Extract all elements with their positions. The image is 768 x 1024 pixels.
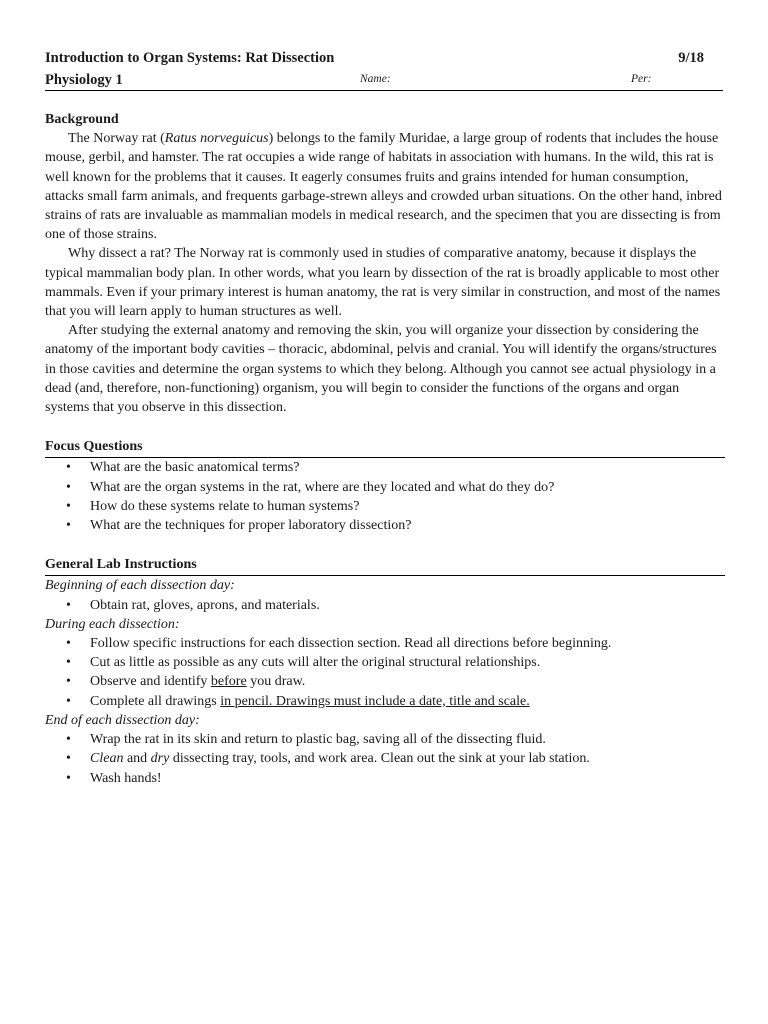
beginning-day-label: Beginning of each dissection day: <box>45 578 235 594</box>
worksheet-date: 9/18 <box>678 50 704 66</box>
background-heading: Background <box>45 112 119 127</box>
focus-questions-heading: Focus Questions <box>45 439 143 455</box>
list-item: • What are the organ systems in the rat, where are they located and what do they do? <box>45 478 725 497</box>
scientific-name: Ratus norveguicus <box>164 131 269 147</box>
during-dissection-list <box>45 634 725 711</box>
focus-questions-list <box>45 458 725 535</box>
general-instructions-section <box>45 555 725 787</box>
list-item: • Wrap the rat in its skin and return to plastic bag, saving all of the dissecting fluid. <box>45 730 725 749</box>
list-item: • Wash hands! <box>45 769 725 788</box>
header-rule <box>45 90 723 91</box>
background-section <box>45 110 725 417</box>
list-item: • Observe and identify before you draw. <box>45 672 725 691</box>
list-item: • Cut as little as possible as any cuts will alter the original structural relationships. <box>45 653 725 672</box>
list-item: • What are the basic anatomical terms? <box>45 458 725 477</box>
list-item: • Clean and dry dissecting tray, tools, and work area. Clean out the sink at your lab station. <box>45 749 725 768</box>
list-item: • Complete all drawings in pencil. Drawings must include a date, title and scale. <box>45 692 725 711</box>
name-field-label: Name: <box>360 73 391 85</box>
period-field-label: Per: <box>631 73 652 85</box>
list-item: • Obtain rat, gloves, aprons, and materials. <box>45 596 725 615</box>
beginning-day-list <box>45 596 725 615</box>
during-dissection-label: During each dissection: <box>45 616 180 632</box>
course-name: Physiology 1 <box>45 72 123 88</box>
list-item: • What are the techniques for proper laboratory dissection? <box>45 516 725 535</box>
background-paragraph-1: The Norway rat (Ratus norveguicus) belongs to the family Muridae, a large group of rodents that includes the house mouse, gerbil, and hamster. The rat occupies a wide range of habitats in association with humans. In the wild, this rat is well known for the problems that it causes. It eagerly consumes fruits and grains intended for human consumption, attacks small farm animals, and frequents garbage-strewn alleys and crowded urban situations. On the other hand, inbred strains of rats are invaluable as mammalian models in medical research, and the specimen that you are dissecting is from one of those strains. <box>45 131 722 243</box>
end-day-list <box>45 730 725 788</box>
worksheet-title: Introduction to Organ Systems: Rat Dissection <box>45 50 335 66</box>
background-paragraph-2: Why dissect a rat? The Norway rat is commonly used in studies of comparative anatomy, because it displays the typical mammalian body plan. In other words, what you learn by dissection of the rat is broadly applicable to most other mammals. Even if your primary interest is human anatomy, the rat is very similar in construction, and most of the names that you will learn apply to human structures as well. <box>45 246 721 320</box>
list-item: • How do these systems relate to human systems? <box>45 497 725 516</box>
worksheet-content <box>45 110 725 788</box>
list-item: • Follow specific instructions for each dissection section. Read all directions before beginning. <box>45 634 725 653</box>
background-paragraph-3: After studying the external anatomy and removing the skin, you will organize your dissection by considering the anatomy of the important body cavities – thoracic, abdominal, pelvis and cranial. You will identify the organs/structures in those cavities and determine the organ systems to which they belong. Although you cannot see actual physiology in a dead (and, therefore, non-functioning) organism, you will begin to consider the functions of the organs and organ systems that you observe in this dissection. <box>45 323 717 416</box>
general-instructions-heading: General Lab Instructions <box>45 557 197 573</box>
end-day-label: End of each dissection day: <box>45 712 200 728</box>
focus-questions-section <box>45 437 725 535</box>
